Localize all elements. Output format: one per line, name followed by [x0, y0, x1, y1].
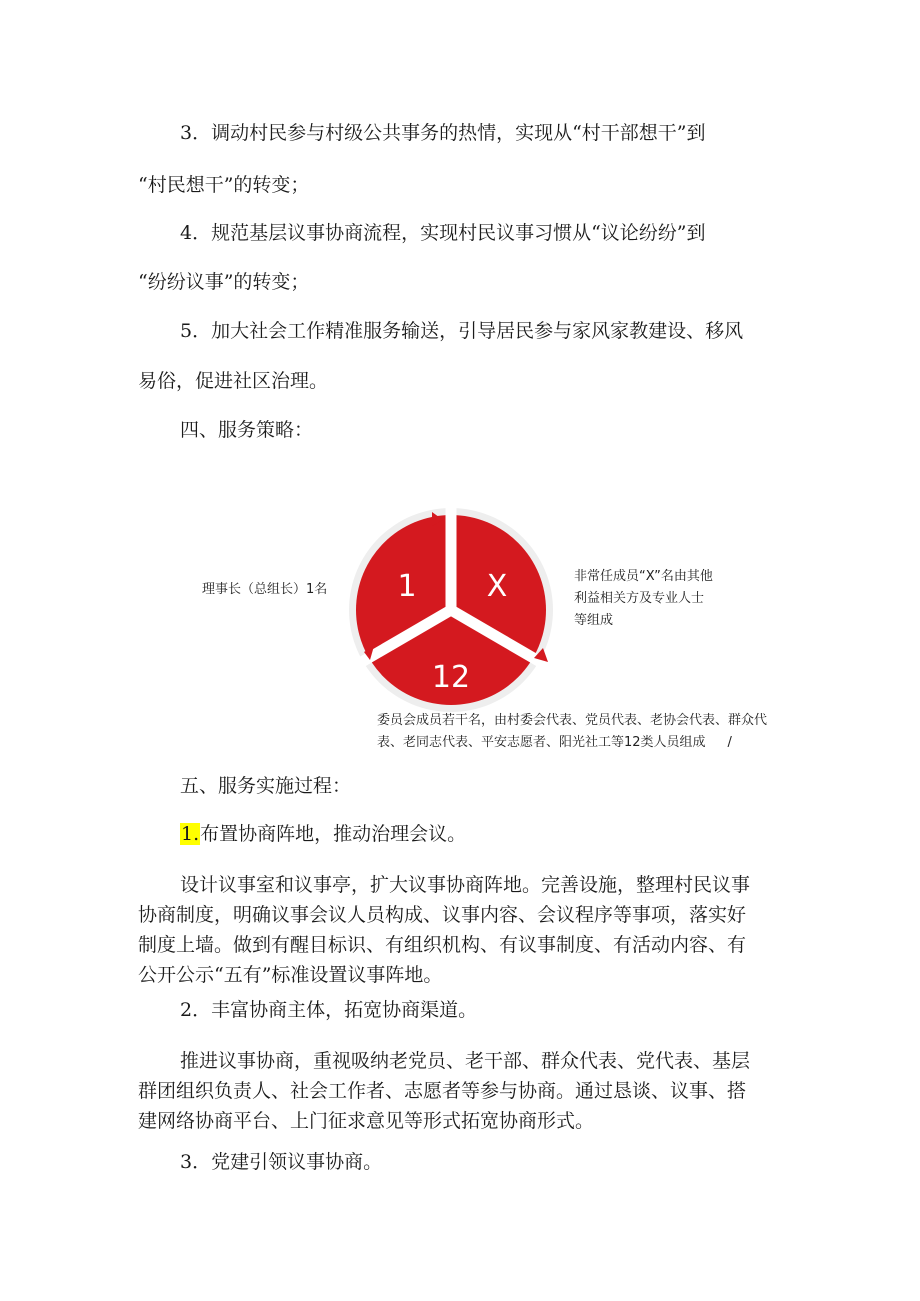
diagram-bottom-label-mark: /: [727, 735, 732, 750]
diagram-right-label-line2: 利益相关方及专业人士: [574, 591, 705, 606]
item-1-body-line3: 制度上墙。做到有醒目标识、有组织机构、有议事制度、有活动内容、有: [138, 934, 747, 956]
item-1-body-line2: 协商制度，明确议事会议人员构成、议事内容、会议程序等事项，落实好: [138, 904, 747, 926]
goal-item-3-line1: 3．调动村民参与村级公共事务的热情，实现从“村干部想干”到: [180, 122, 706, 144]
item-1-body-line4: 公开公示“五有”标准设置议事阵地。: [138, 964, 443, 986]
goal-item-4-line2: “纷纷议事”的转变；: [138, 271, 310, 293]
section-5-item-1-body: [138, 870, 768, 990]
item-2-body-line3: 建网络协商平台、上门征求意见等形式拓宽协商形式。: [138, 1110, 595, 1132]
diagram-bottom-label: [377, 710, 767, 754]
section-4-heading: 四、服务策略：: [180, 419, 314, 441]
diagram-bottom-label-line2: [377, 732, 767, 754]
item-1-number-highlight: 1.: [181, 823, 200, 845]
diagram-bottom-label-line2-text: 表、老同志代表、平安志愿者、阳光社工等12类人员组成: [377, 735, 706, 750]
section-5-item-2-body: [138, 1046, 768, 1136]
diagram-right-label-line3: 等组成: [574, 613, 614, 628]
diagram-right-label: [574, 566, 713, 632]
segment-x-label: X: [486, 569, 508, 604]
goal-item-5-line1: 5．加大社会工作精准服务输送，引导居民参与家风家教建设、移风: [180, 320, 744, 342]
diagram-bottom-label-line1: 委员会成员若干名，由村委会代表、党员代表、老协会代表、群众代: [377, 713, 768, 728]
item-2-body-line2: 群团组织负责人、社会工作者、志愿者等参与协商。通过恳谈、议事、搭: [138, 1080, 747, 1102]
section-5-item-2-title: 2．丰富协商主体，拓宽协商渠道。: [180, 999, 478, 1021]
section-5-heading: 五、服务实施过程：: [180, 775, 352, 797]
diagram-left-label: 理事长（总组长）1名: [202, 582, 328, 597]
goal-item-4-line1: 4．规范基层议事协商流程，实现村民议事习惯从“议论纷纷”到: [180, 222, 706, 244]
segment-12-label: 12: [431, 660, 471, 695]
diagram-right-label-line1: 非常任成员“X”名由其他: [574, 569, 713, 584]
section-5-item-1-title: [180, 822, 466, 846]
item-2-body-line1: 推进议事协商，重视吸纳老党员、老干部、群众代表、党代表、基层: [180, 1050, 751, 1072]
item-1-body-line1: 设计议事室和议事亭，扩大议事协商阵地。完善设施，整理村民议事: [180, 874, 751, 896]
section-5-item-3-title: 3．党建引领议事协商。: [180, 1151, 383, 1173]
segment-1-label: 1: [397, 569, 417, 604]
item-1-title-text: 布置协商阵地，推动治理会议。: [200, 823, 467, 845]
council-structure-diagram: [340, 500, 560, 720]
goal-item-3-line2: “村民想干”的转变；: [138, 174, 310, 196]
goal-item-5-line2: 易俗，促进社区治理。: [138, 370, 329, 392]
